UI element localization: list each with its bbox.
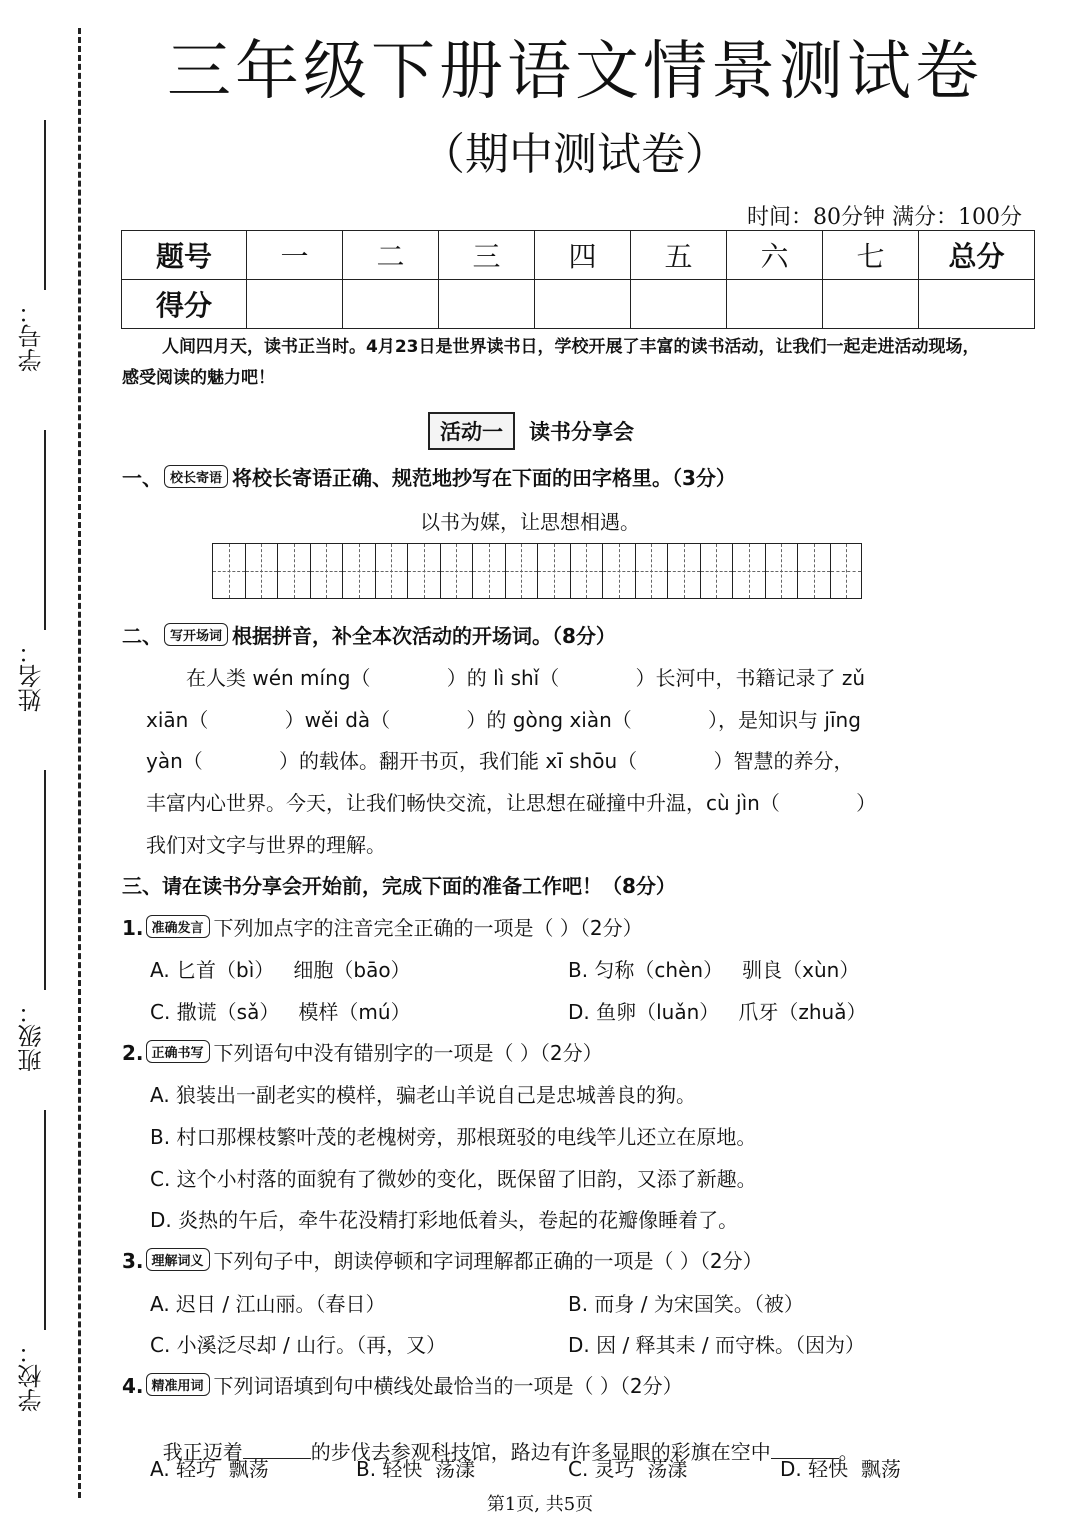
- subquestion-text: 下列语句中没有错别字的一项是（ ）（2分）: [213, 1041, 603, 1065]
- score-table: [121, 230, 1035, 329]
- option-c[interactable]: C. 这个小村落的面貌有了微妙的变化，既保留了旧韵，又添了新趣。: [150, 1167, 757, 1191]
- grid-cell[interactable]: [635, 543, 668, 599]
- opening-line[interactable]: 丰富内心世界。今天，让我们畅快交流，让思想在碰撞中升温，cù jìn（ ）: [146, 791, 877, 815]
- page-title: 三年级下册语文情景测试卷: [167, 35, 983, 109]
- binding-dashed-line: [78, 28, 81, 1498]
- option-d[interactable]: D. 鱼卵（luǎn） 爪牙（zhuǎ）: [568, 1000, 867, 1024]
- option-d[interactable]: D. 因 / 释其耒 / 而守株。（因为）: [568, 1333, 866, 1357]
- question-tag: 写开场词: [164, 623, 228, 646]
- subquestion-number: 3.: [122, 1249, 144, 1273]
- name-label: 姓名：: [18, 640, 46, 712]
- question-text: 请在读书分享会开始前，完成下面的准备工作吧！（8分）: [162, 874, 676, 898]
- grid-cell[interactable]: [310, 543, 343, 599]
- school-line: [44, 1110, 46, 1330]
- option-c[interactable]: C. 灵巧 荡漾: [568, 1457, 688, 1481]
- name-line: [44, 430, 46, 630]
- option-c[interactable]: C. 撒谎（sǎ） 模样（mú）: [150, 1000, 411, 1024]
- grid-cell[interactable]: [342, 543, 375, 599]
- opening-line[interactable]: 在人类 wén míng（ ）的 lì shǐ（ ）长河中，书籍记录了 zǔ: [186, 666, 866, 690]
- grid-cell[interactable]: [212, 543, 245, 599]
- score-input-cell[interactable]: [247, 280, 343, 329]
- score-input-cell[interactable]: [439, 280, 535, 329]
- question-2: [122, 620, 616, 649]
- option-a[interactable]: A. 迟日 / 江山丽。（春日）: [150, 1292, 386, 1316]
- activity-box: 活动一: [428, 412, 515, 450]
- sentence-part: 的步伐去参观科技馆，路边有许多显眼的彩旗在空中: [310, 1440, 771, 1464]
- subquestion-number: 1.: [122, 916, 144, 940]
- grid-cell[interactable]: [732, 543, 765, 599]
- grid-cell[interactable]: [245, 543, 278, 599]
- subquestion-3: [122, 1245, 763, 1274]
- page-footer: 第1页, 共5页: [486, 1494, 594, 1515]
- option-a[interactable]: A. 轻巧 飘荡: [150, 1457, 269, 1481]
- subquestion-4: [122, 1370, 683, 1399]
- option-c[interactable]: C. 小溪泛尽却 / 山行。（再，又）: [150, 1333, 447, 1357]
- grid-cell[interactable]: [570, 543, 603, 599]
- opening-line: 我们对文字与世界的理解。: [146, 833, 386, 857]
- score-input-cell[interactable]: [919, 280, 1035, 329]
- score-input-cell[interactable]: [343, 280, 439, 329]
- question-text: 将校长寄语正确、规范地抄写在下面的田字格里。（3分）: [232, 466, 736, 490]
- score-input-cell[interactable]: [823, 280, 919, 329]
- class-label: 班级：: [18, 1000, 46, 1072]
- score-cell: 题号: [122, 231, 247, 280]
- grid-cell[interactable]: [667, 543, 700, 599]
- question-number: 一、: [122, 466, 162, 490]
- student-no-label: 学号：: [18, 300, 46, 372]
- activity-heading: [428, 412, 634, 450]
- score-input-cell[interactable]: [535, 280, 631, 329]
- score-cell: 总分: [919, 231, 1035, 280]
- sentence-part: 我正迈着: [162, 1440, 243, 1464]
- score-table-score-row: [122, 280, 1035, 329]
- option-d[interactable]: D. 炎热的午后，牵牛花没精打彩地低着头，卷起的花瓣像睡着了。: [150, 1208, 739, 1232]
- score-cell: 四: [535, 231, 631, 280]
- intro-paragraph: 人间四月天，读书正当时。4月23日是世界读书日，学校开展了丰富的读书活动，让我们一起走进活动现场，感受阅读的魅力吧！: [122, 337, 980, 388]
- question-tag: 正确书写: [146, 1040, 210, 1063]
- question-tag: 精准用词: [146, 1373, 210, 1396]
- activity-title: 读书分享会: [529, 420, 634, 444]
- option-b[interactable]: B. 而身 / 为宋国笑。（被）: [568, 1292, 804, 1316]
- score-cell: 三: [439, 231, 535, 280]
- grid-cell[interactable]: [537, 543, 570, 599]
- grid-cell[interactable]: [375, 543, 408, 599]
- option-b[interactable]: B. 轻快 荡漾: [356, 1457, 476, 1481]
- class-line: [44, 770, 46, 990]
- time-info: 时间：80分钟 满分：100分: [747, 205, 1022, 230]
- subquestion-text: 下列句子中，朗读停顿和字词理解都正确的一项是（ ）（2分）: [213, 1249, 763, 1273]
- grid-cell[interactable]: [277, 543, 310, 599]
- option-b[interactable]: B. 村口那棵枝繁叶茂的老槐树旁，那根斑驳的电线竿儿还立在原地。: [150, 1125, 757, 1149]
- score-row-label: 得分: [122, 280, 247, 329]
- grid-cell[interactable]: [505, 543, 538, 599]
- subquestion-number: 4.: [122, 1374, 144, 1398]
- score-input-cell[interactable]: [631, 280, 727, 329]
- question-text: 根据拼音，补全本次活动的开场词。（8分）: [232, 624, 616, 648]
- subquestion-text: 下列加点字的注音完全正确的一项是（ ）（2分）: [213, 916, 643, 940]
- motto-text: 以书为媒，让思想相遇。: [420, 510, 640, 534]
- subquestion-1: [122, 912, 643, 941]
- score-cell: 一: [247, 231, 343, 280]
- score-cell: 七: [823, 231, 919, 280]
- tianzige-grid[interactable]: [212, 543, 862, 599]
- option-a[interactable]: A. 匕首（bì） 细胞（bāo）: [150, 958, 411, 982]
- option-a[interactable]: A. 狼装出一副老实的模样，骗老山羊说自己是忠城善良的狗。: [150, 1083, 697, 1107]
- score-table-header-row: [122, 231, 1035, 280]
- school-label: 学校：: [18, 1340, 46, 1412]
- sentence-part: 。: [838, 1440, 859, 1464]
- question-tag: 校长寄语: [164, 465, 228, 488]
- score-cell: 六: [727, 231, 823, 280]
- grid-cell[interactable]: [440, 543, 473, 599]
- grid-cell[interactable]: [407, 543, 440, 599]
- question-number: 三、: [122, 874, 162, 898]
- grid-cell[interactable]: [700, 543, 733, 599]
- score-cell: 二: [343, 231, 439, 280]
- question-number: 二、: [122, 624, 162, 648]
- score-input-cell[interactable]: [727, 280, 823, 329]
- question-tag: 准确发言: [146, 915, 210, 938]
- opening-line[interactable]: xiān（ ）wěi dà（ ）的 gòng xiàn（ ），是知识与 jīng: [146, 708, 861, 732]
- option-b[interactable]: B. 匀称（chèn） 驯良（xùn）: [568, 958, 860, 982]
- option-d[interactable]: D. 轻快 飘荡: [780, 1457, 901, 1481]
- grid-cell[interactable]: [472, 543, 505, 599]
- grid-cell[interactable]: [602, 543, 635, 599]
- question-3: [122, 870, 676, 899]
- subquestion-2: [122, 1037, 603, 1066]
- page-subtitle: （期中测试卷）: [421, 129, 729, 180]
- opening-line[interactable]: yàn（ ）的载体。翻开书页，我们能 xī shōu（ ）智慧的养分，: [146, 749, 854, 773]
- score-cell: 五: [631, 231, 727, 280]
- question-1: [122, 462, 736, 491]
- grid-cell[interactable]: [797, 543, 830, 599]
- subquestion-number: 2.: [122, 1041, 144, 1065]
- subquestion-text: 下列词语填到句中横线处最恰当的一项是（ ）（2分）: [213, 1374, 683, 1398]
- question-tag: 理解词义: [146, 1248, 210, 1271]
- grid-cell[interactable]: [830, 543, 863, 599]
- grid-cell[interactable]: [765, 543, 798, 599]
